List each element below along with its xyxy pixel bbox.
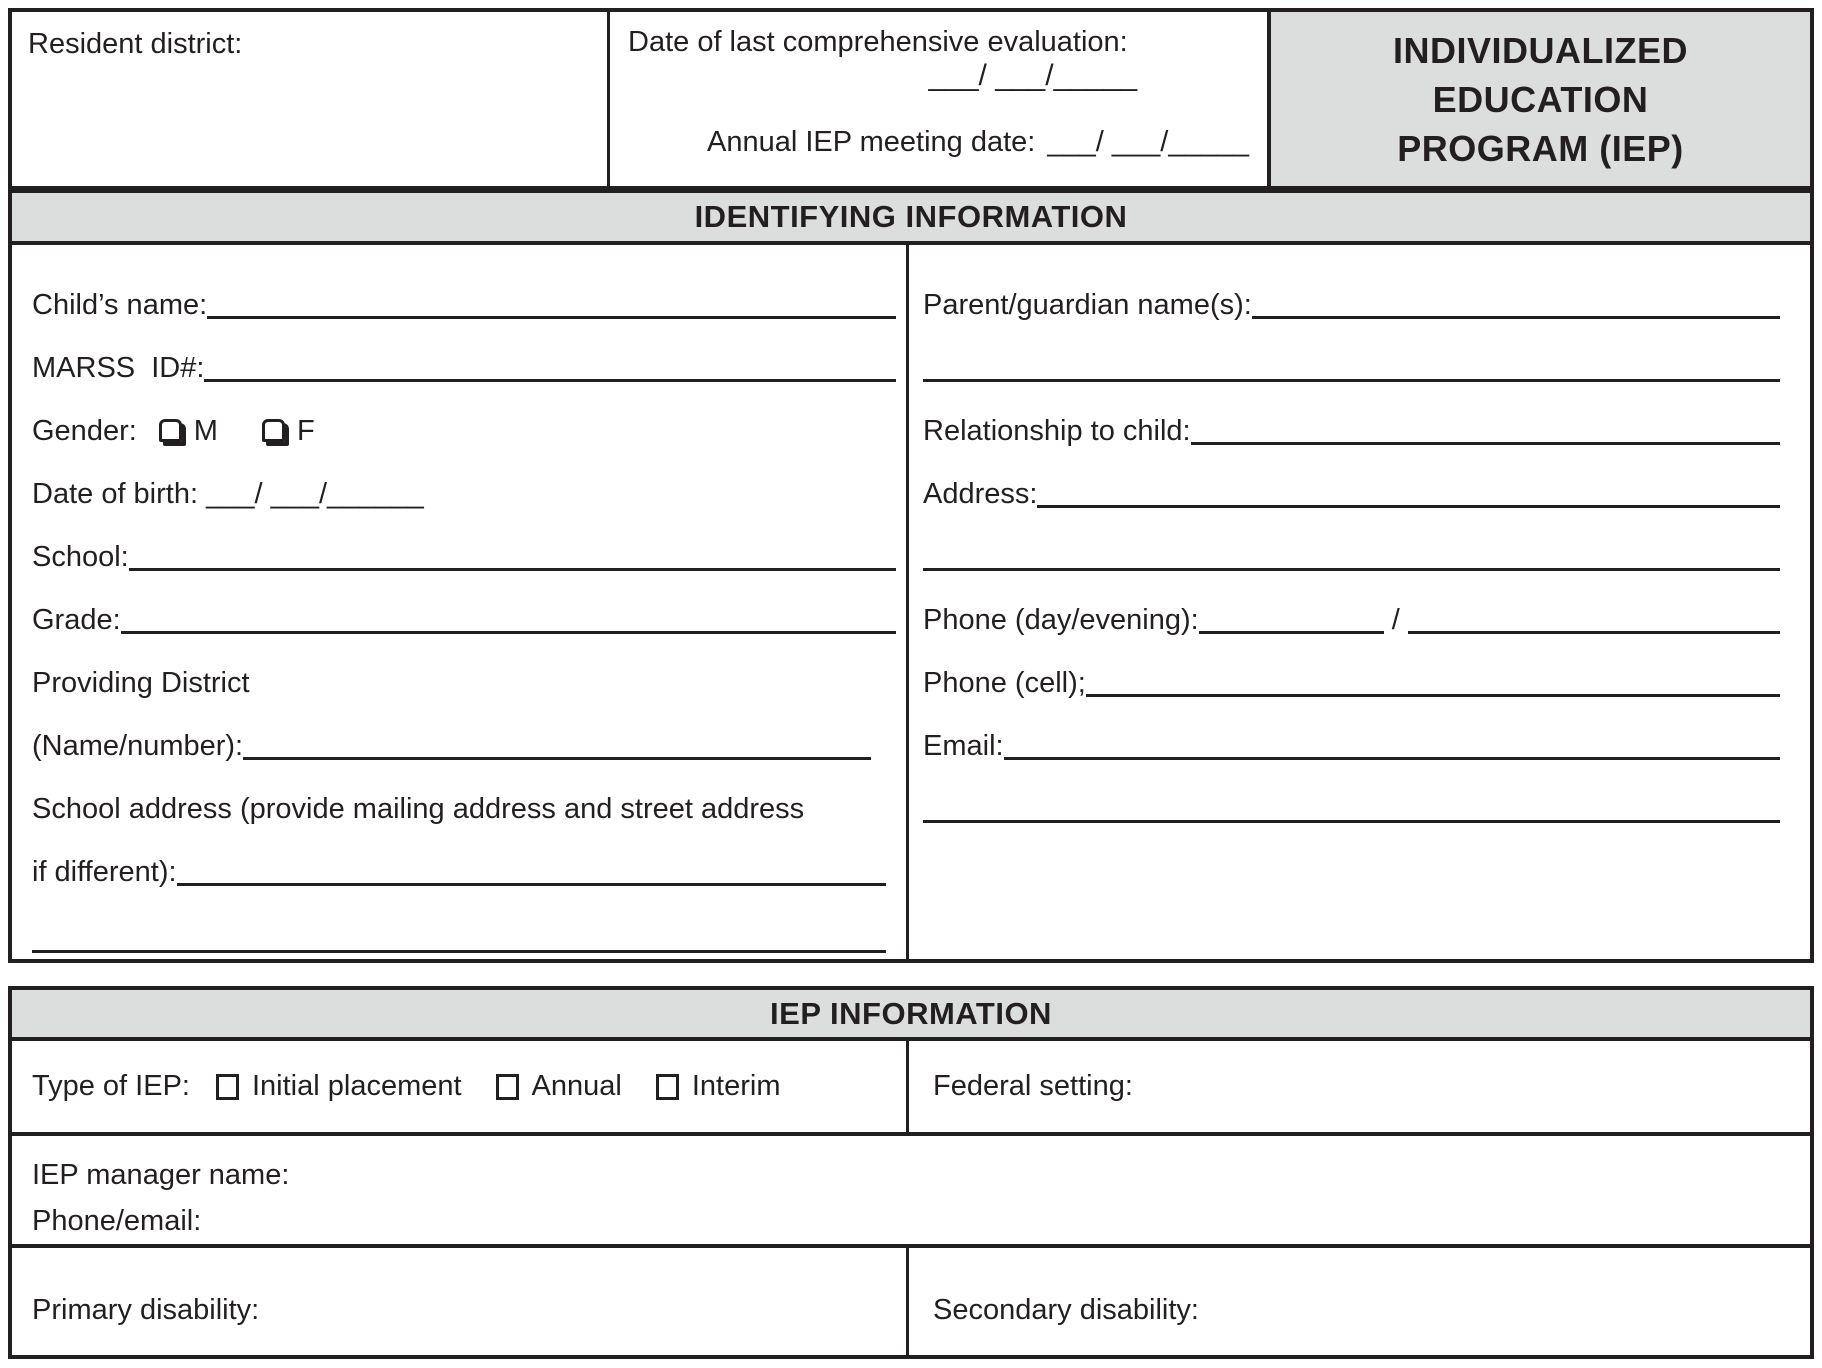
section-header-iep: IEP INFORMATION bbox=[8, 986, 1814, 1041]
childs-name-row bbox=[32, 265, 896, 328]
resident-district-cell bbox=[12, 12, 607, 186]
resident-district-label: Resident district: bbox=[28, 28, 243, 60]
name-number-label: (Name/number): bbox=[32, 730, 244, 762]
email-row-2 bbox=[923, 769, 1780, 832]
grade-row bbox=[32, 580, 896, 643]
dates-cell bbox=[607, 12, 1267, 186]
type-of-iep-row bbox=[8, 1041, 1814, 1136]
federal-setting-cell bbox=[909, 1041, 1810, 1132]
gender-f-label: F bbox=[296, 415, 315, 447]
iep-form bbox=[8, 8, 1814, 1359]
relationship-row bbox=[923, 391, 1780, 454]
dob-row bbox=[32, 454, 896, 517]
option-annual-label: Annual bbox=[531, 1070, 622, 1102]
secondary-disability-label: Secondary disability: bbox=[933, 1294, 1199, 1326]
primary-disability-label: Primary disability: bbox=[32, 1294, 260, 1326]
form-title-line-2: EDUCATION bbox=[1432, 78, 1649, 120]
identifying-right-column bbox=[909, 245, 1810, 959]
school-address-row-3 bbox=[32, 899, 896, 962]
option-interim-label: Interim bbox=[691, 1070, 781, 1102]
school-label: School: bbox=[32, 541, 129, 573]
phone-day-separator: / bbox=[1391, 604, 1400, 636]
dob-label: Date of birth: bbox=[32, 478, 207, 510]
phone-day-field-2[interactable] bbox=[1408, 631, 1780, 634]
section-gap bbox=[8, 963, 1814, 986]
grade-field[interactable] bbox=[121, 631, 896, 634]
phone-cell-field[interactable] bbox=[1086, 694, 1780, 697]
parent-name-row-2 bbox=[923, 328, 1780, 391]
dob-blank[interactable]: ___/ ___/______ bbox=[206, 478, 424, 510]
form-title-line-1: INDIVIDUALIZED bbox=[1393, 29, 1688, 71]
gender-m-checkbox[interactable] bbox=[159, 419, 182, 442]
eval-date-blank[interactable]: ___/ ___/_____ bbox=[928, 59, 1138, 92]
relationship-field[interactable] bbox=[1191, 442, 1780, 445]
checkbox-annual[interactable] bbox=[496, 1074, 519, 1100]
form-title-line-3: PROGRAM (IEP) bbox=[1397, 127, 1684, 169]
option-initial-placement-label: Initial placement bbox=[251, 1070, 462, 1102]
email-row bbox=[923, 706, 1780, 769]
parent-name-label: Parent/guardian name(s): bbox=[923, 289, 1252, 321]
parent-name-field[interactable] bbox=[1252, 316, 1780, 319]
email-field[interactable] bbox=[1004, 757, 1780, 760]
section-header-identifying: IDENTIFYING INFORMATION bbox=[8, 190, 1814, 245]
email-field-2[interactable] bbox=[923, 820, 1780, 823]
name-number-row bbox=[32, 706, 896, 769]
gender-m-label: M bbox=[193, 415, 218, 447]
providing-district-row bbox=[32, 643, 896, 706]
phone-day-row bbox=[923, 580, 1780, 643]
marss-id-row bbox=[32, 328, 896, 391]
address-row-2 bbox=[923, 517, 1780, 580]
identifying-left-column bbox=[12, 245, 909, 959]
form-title bbox=[1267, 12, 1810, 186]
checkbox-interim[interactable] bbox=[656, 1074, 679, 1100]
marss-id-field[interactable] bbox=[204, 379, 896, 382]
address-label: Address: bbox=[923, 478, 1038, 510]
school-address-label: School address (provide mailing address and street address bbox=[32, 793, 805, 825]
grade-label: Grade: bbox=[32, 604, 121, 636]
parent-name-field-2[interactable] bbox=[923, 379, 1780, 382]
iep-manager-row bbox=[8, 1136, 1814, 1248]
header-row bbox=[8, 8, 1814, 190]
school-address-continued-label: if different): bbox=[32, 856, 177, 888]
school-address-field[interactable] bbox=[177, 883, 886, 886]
gender-row bbox=[32, 391, 896, 454]
disability-row bbox=[8, 1248, 1814, 1359]
type-of-iep-label: Type of IEP: bbox=[32, 1070, 190, 1102]
phone-day-label: Phone (day/evening): bbox=[923, 604, 1199, 636]
secondary-disability-cell bbox=[909, 1248, 1810, 1355]
email-label: Email: bbox=[923, 730, 1004, 762]
annual-meeting-line bbox=[628, 93, 1249, 192]
iep-manager-label: IEP manager name: bbox=[32, 1159, 290, 1191]
address-field[interactable] bbox=[1037, 505, 1780, 508]
address-field-2[interactable] bbox=[923, 568, 1780, 571]
phone-cell-row bbox=[923, 643, 1780, 706]
address-row bbox=[923, 454, 1780, 517]
name-number-field[interactable] bbox=[243, 757, 871, 760]
phone-day-field-1[interactable] bbox=[1199, 631, 1384, 634]
parent-name-row bbox=[923, 265, 1780, 328]
type-of-iep-cell bbox=[12, 1041, 909, 1132]
school-row bbox=[32, 517, 896, 580]
gender-f-checkbox[interactable] bbox=[262, 419, 285, 442]
school-address-row-2 bbox=[32, 832, 896, 895]
identifying-body bbox=[8, 245, 1814, 963]
school-address-row-1 bbox=[32, 769, 896, 832]
checkbox-initial-placement[interactable] bbox=[216, 1074, 239, 1100]
childs-name-label: Child’s name: bbox=[32, 289, 208, 321]
federal-setting-label: Federal setting: bbox=[933, 1070, 1133, 1102]
eval-date-label: Date of last comprehensive evaluation: bbox=[628, 26, 1128, 58]
providing-district-label: Providing District bbox=[32, 667, 250, 699]
primary-disability-cell bbox=[12, 1248, 909, 1355]
annual-meeting-blank[interactable]: ___/ ___/_____ bbox=[1047, 126, 1250, 158]
childs-name-field[interactable] bbox=[207, 316, 896, 319]
gender-label: Gender: bbox=[32, 415, 137, 447]
school-field[interactable] bbox=[129, 568, 896, 571]
school-address-extra-field[interactable] bbox=[32, 950, 886, 953]
phone-cell-label: Phone (cell); bbox=[923, 667, 1086, 699]
phone-email-label: Phone/email: bbox=[32, 1205, 202, 1237]
annual-meeting-label: Annual IEP meeting date: bbox=[706, 126, 1036, 158]
marss-id-label: MARSS ID#: bbox=[32, 352, 205, 384]
relationship-label: Relationship to child: bbox=[923, 415, 1191, 447]
